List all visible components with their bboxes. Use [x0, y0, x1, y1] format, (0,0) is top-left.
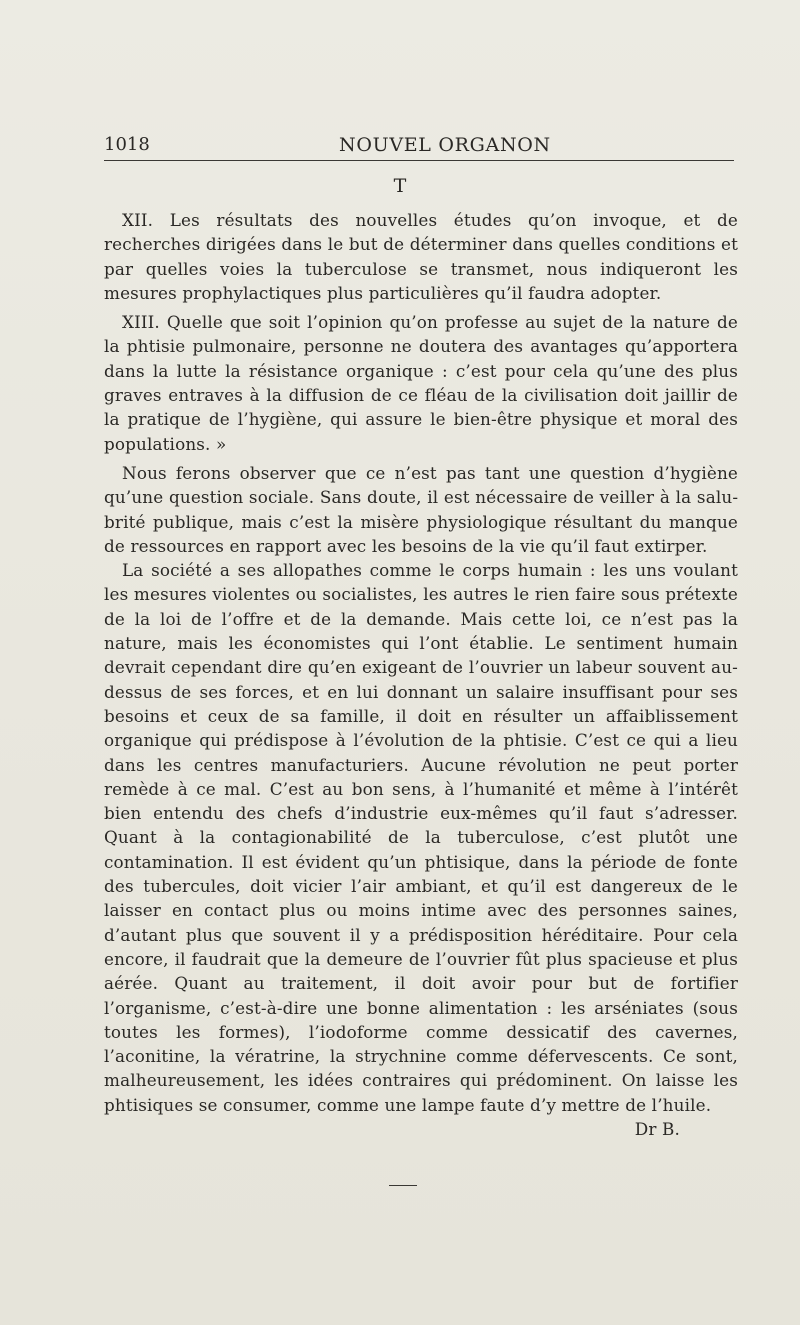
page-number: 1018	[104, 134, 150, 155]
running-title: NOUVEL ORGANON	[339, 134, 551, 156]
paragraph-observation: Nous ferons observer que ce n’est pas tant une question d’hygiène qu’une question sociale. Sans doute, il est nécessaire de veiller à la salubrité publique, mais c’est la misère physiologique résultant du manque de ressources en rapport avec les besoins de la vie qu’il faut extirper.	[104, 462, 738, 556]
paragraph-xii: XII. Les résultats des nouvelles études qu’on invoque, et de recherches dirigées dans le but de déterminer dans quelles conditions et par quelles voies la tuberculose se transmet, nous indiqueront les mesures prophylactiques plus particulières qu’il faudra adopter.	[104, 210, 738, 303]
article-body	[104, 208, 738, 1141]
section-mark: T	[393, 175, 407, 197]
paragraph-society: La société a ses allopathes comme le corps humain : les uns voulant les mesures violentes ou socialistes, les autres le rien faire sous prétexte de la loi de l’offre et de la demande. Mais cette loi, ce n’est pas la nature, mais les économistes qui l’ont établie. Le sentiment humain devrait cependant dire qu’en exigeant de l’ouvrier un labeur souvent au-dessus de ses forces, et en lui donnant un salaire insuffisant pour ses besoins et ceux de sa famille, il doit en résulter un affaiblissement organique qui prédispose à l’évolution de la phtisie. C’est ce qui a lieu dans les centres manufacturiers. Aucune révolution ne peut porter remède à ce mal. C’est au bon sens, à l’humanité et même à l’intérêt bien entendu des chefs d’industrie eux-mêmes qu’il faut s’adresser. Quant à la contagionabilité de la tuberculose, c’est plutôt une contamination. Il est évident qu’un phtisique, dans la période de fonte des tubercules, doit vicier l’air ambiant, et qu’il est dangereux de le laisser en contact plus ou moins intime avec des personnes saines, d’autant plus que souvent il y a prédisposition héréditaire. Pour cela encore, il faudrait que la demeure de l’ouvrier fût plus spacieuse et plus aérée. Quant au traitement, il doit avoir pour but de fortifier l’organisme, c’est-à-dire une bonne alimentation : les arséniates (sous toutes les formes), l’iodoforme comme dessicatif des cavernes, l’aconitine, la vératrine, la strychnine comme défervescents. Ce sont, malheureusement, les idées contraires qui prédominent. On laisse les phtisiques se consumer, comme une lampe faute d’y mettre de l’huile.	[104, 560, 738, 1115]
closing-rule	[389, 1185, 417, 1186]
page-header	[104, 128, 744, 160]
author-signature: Dr B.	[634, 1118, 680, 1139]
paragraph-xiii: XIII. Quelle que soit l’opinion qu’on professe au sujet de la nature de la phtisie pulmonaire, personne ne doutera des avantages qu’apportera dans la lutte la résistance organique : c’est pour cela qu’une des plus graves entraves à la diffusion de ce fléau de la civilisation doit jaillir de la pratique de l’hygiène, qui assure le bien-être physique et moral des populations. »	[104, 312, 738, 454]
header-rule	[104, 160, 734, 161]
